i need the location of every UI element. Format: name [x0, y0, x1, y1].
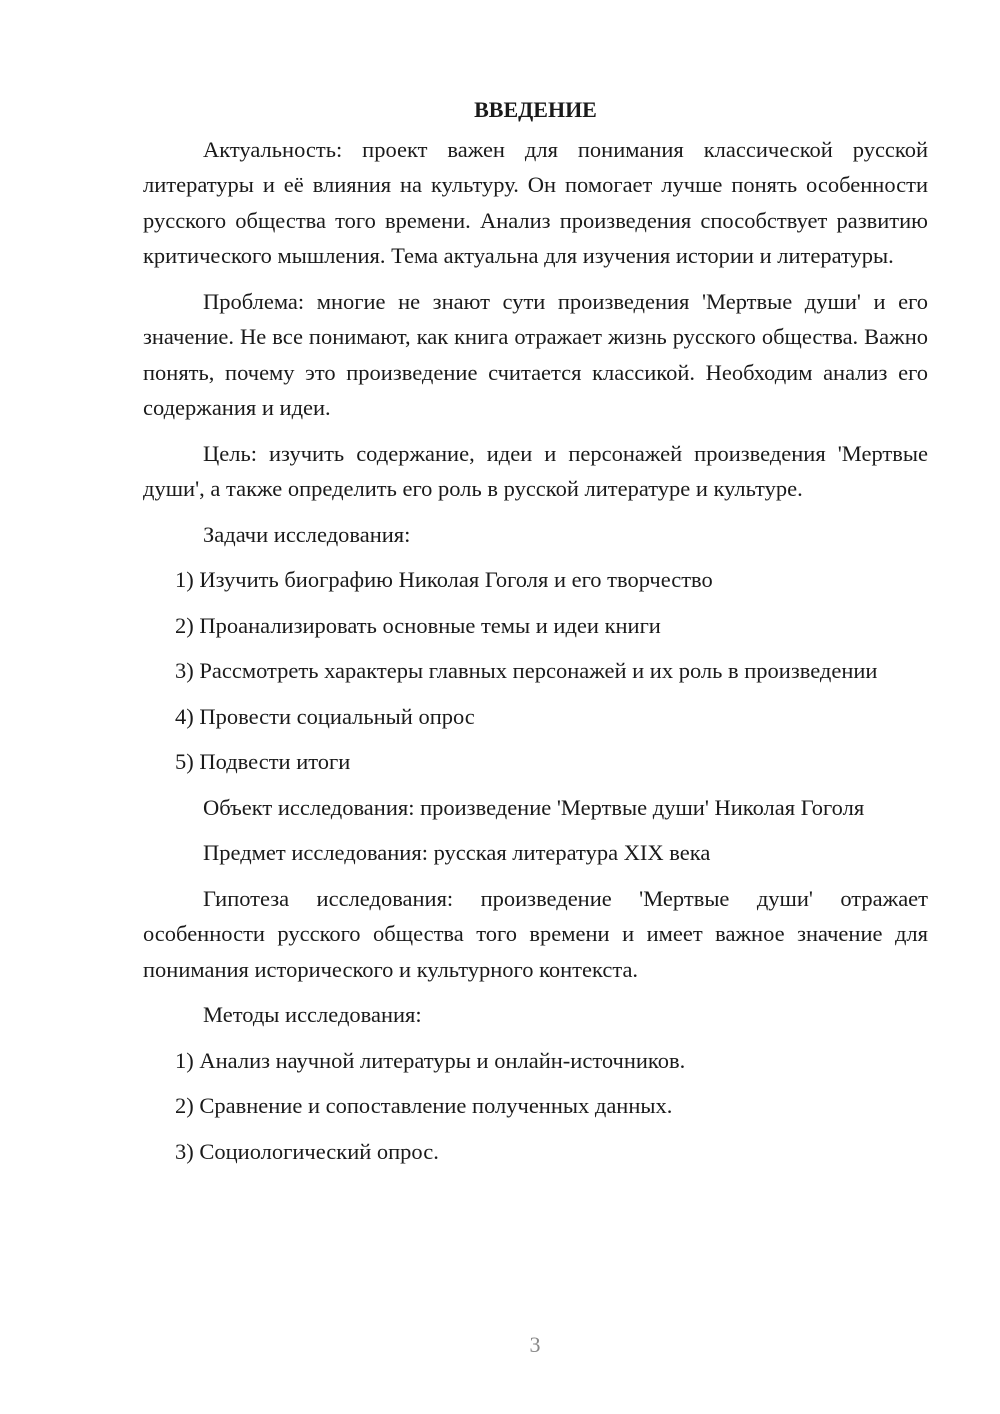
tasks-heading: Задачи исследования: [203, 521, 411, 547]
methods-heading: Методы исследования: [203, 1002, 422, 1027]
problem-paragraph: Проблема: многие не знают сути произведения 'Мертвые души' и его значение. Не все понимают, как книга отражает жизнь русского общества. Важно понять, почему это произведение считается классикой. Необходим анализ его содержания и идеи. [143, 288, 928, 420]
task-item-5: 5) Подвести итоги [175, 749, 351, 774]
method-item-2: 2) Сравнение и сопоставление полученных данных. [175, 1093, 673, 1118]
method-item-3: 3) Социологический опрос. [175, 1138, 439, 1164]
method-item-1: 1) Анализ научной литературы и онлайн-источников. [175, 1047, 686, 1073]
relevance-paragraph: Актуальность: проект важен для понимания классической русской литературы и её влияния на культуру. Он помогает лучше понять особенности русского общества того времени. Анализ произведения способствует развитию критического мышления. Тема актуальна для изучения истории и литературы. [143, 136, 928, 268]
goal-paragraph: Цель: изучить содержание, идеи и персонажей произведения 'Мертвые души', а также определить его роль в русской литературе и культуре. [143, 440, 928, 501]
task-item-1: 1) Изучить биографию Николая Гоголя и его творчество [175, 567, 713, 592]
section-title: ВВЕДЕНИЕ [474, 97, 597, 122]
page-number: 3 [529, 1332, 541, 1357]
task-item-2: 2) Проанализировать основные темы и идеи книги [175, 612, 661, 638]
task-item-4: 4) Провести социальный опрос [175, 703, 475, 729]
hypothesis-paragraph: Гипотеза исследования: произведение 'Мертвые души' отражает особенности русского общества того времени и имеет важное значение для понимания исторического и культурного контекста. [143, 885, 928, 982]
object-paragraph: Объект исследования: произведение 'Мертвые души' Николая Гоголя [203, 794, 865, 820]
subject-paragraph: Предмет исследования: русская литература XIX века [203, 840, 711, 865]
task-item-3: 3) Рассмотреть характеры главных персонажей и их роль в произведении [175, 658, 878, 683]
document-body [143, 92, 928, 1179]
